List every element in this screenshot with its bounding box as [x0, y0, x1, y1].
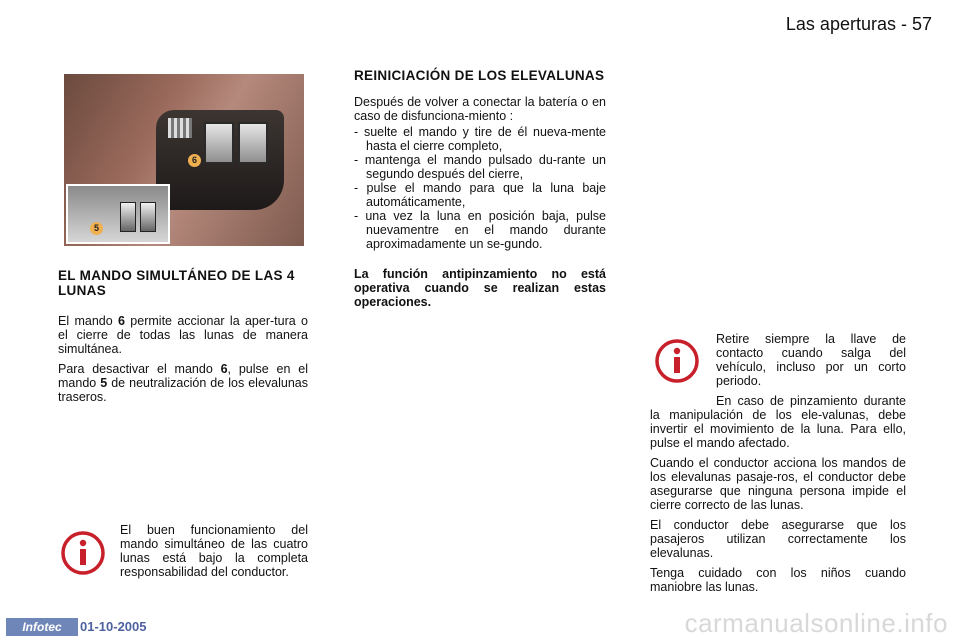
info-icon	[60, 530, 106, 576]
infotec-logo: Infotec	[6, 618, 78, 636]
marker-6: 6	[188, 154, 201, 167]
watermark-site: carmanualsonline.info	[684, 608, 948, 638]
paragraph	[58, 314, 308, 356]
intro-paragraph: Después de volver a conectar la batería o en caso de disfunciona-miento :	[354, 95, 606, 123]
section-reset	[354, 68, 606, 309]
paragraph	[58, 362, 308, 404]
paragraph: En caso de pinzamiento durante la manipulación de los ele-valunas, debe invertir el movimiento de la luna. Para ello, pulse el mando afectado.	[650, 394, 906, 450]
marker-5: 5	[90, 222, 103, 235]
section-simultaneous	[58, 268, 308, 404]
text: Para desactivar el mando	[58, 362, 221, 376]
control-number: 6	[118, 314, 125, 328]
reset-steps	[354, 125, 606, 251]
control-number: 6	[220, 362, 228, 376]
paragraph: Retire siempre la llave de contacto cuando salga del vehículo, incluso por un corto periodo.	[716, 332, 906, 388]
footer-date: 01-10-2005	[80, 619, 147, 634]
text: de neutralización de los elevalunas traseros.	[58, 376, 308, 404]
paragraph: El conductor debe asegurarse que los pasajeros utilizan correctamente los elevalunas.	[650, 518, 906, 560]
section-title: REINICIACIÓN DE LOS ELEVALUNAS	[354, 68, 605, 83]
list-item: - pulse el mando para que la luna baje automáticamente,	[354, 181, 606, 209]
paragraph: Cuando el conductor acciona los mandos de los elevalunas pasaje-ros, el conductor debe asegurarse que ninguna persona impide el cierre correcto de las lunas.	[650, 456, 906, 512]
inset-photo	[66, 184, 170, 244]
page-title: Las aperturas - 57	[785, 14, 932, 34]
warning-text: La función antipinzamiento no está operativa cuando se realizan estas operaciones.	[354, 267, 606, 309]
paragraph: Tenga cuidado con los niños cuando maniobre las lunas.	[650, 566, 906, 594]
list-item: - mantenga el mando pulsado du-rante un segundo después del cierre,	[354, 153, 606, 181]
text: , pulse en el mando	[58, 362, 308, 390]
note-right	[650, 332, 906, 600]
window-switch-right	[238, 122, 268, 164]
control-number: 5	[100, 376, 108, 390]
list-item: - una vez la luna en posición baja, pulse nuevamentre en el mando durante aproximadamente un se-gundo.	[354, 209, 606, 251]
inset-switch	[120, 202, 136, 232]
note-left-text: El buen funcionamiento del mando simultáneo de las cuatro lunas está bajo la completa responsabilidad del conductor.	[120, 523, 308, 579]
window-switch-6	[204, 122, 234, 164]
list-item: - suelte el mando y tire de él nueva-mente hasta el cierre completo,	[354, 125, 606, 153]
inset-switch	[140, 202, 156, 232]
text: El mando	[58, 314, 119, 328]
vent-grille	[168, 118, 192, 138]
window-switch-photo	[64, 74, 304, 246]
section-title: EL MANDO SIMULTÁNEO DE LAS 4 LUNAS	[58, 268, 295, 298]
text: permite accionar la aper-tura o el cierre de todas las lunas de manera simultánea.	[58, 314, 308, 356]
